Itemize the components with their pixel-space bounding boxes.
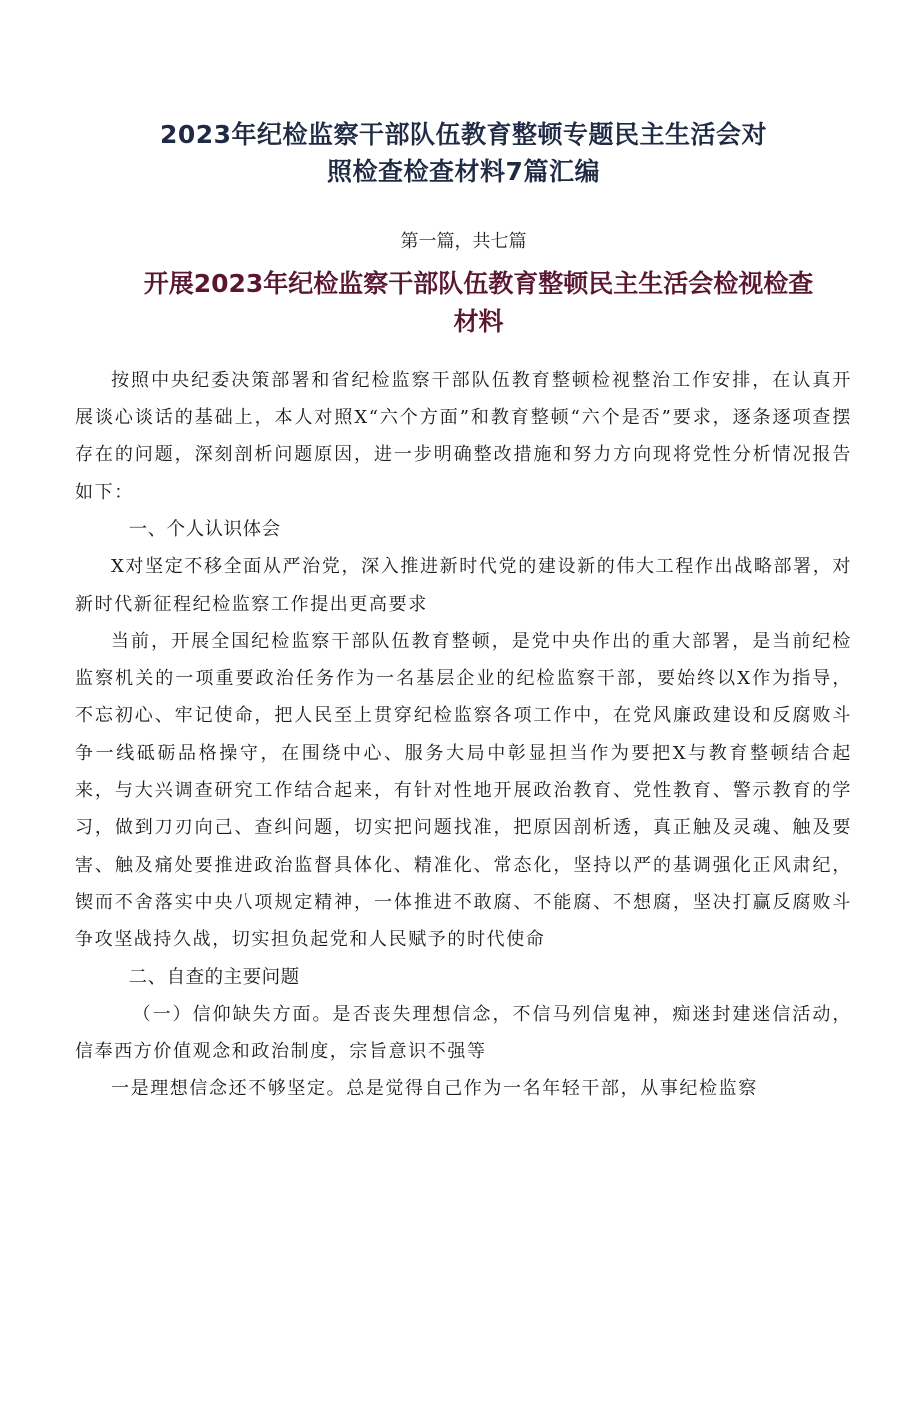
part-title <box>75 265 852 341</box>
document-title <box>75 116 852 190</box>
document-body <box>75 362 852 1108</box>
section2-paragraph-1: （一）信仰缺失方面。是否丧失理想信念，不信马列信鬼神，痴迷封建迷信活动，信奉西方价值观念和政治制度，宗旨意识不强等 <box>75 1003 852 1063</box>
document-page <box>0 116 920 1417</box>
intro-paragraph: 按照中央纪委决策部署和省纪检监察干部队伍教育整顿检视整治工作安排，在认真开展谈心谈话的基础上，本人对照X“六个方面”和教育整顿“六个是否”要求，逐条逐项查摆存在的问题，深刻剖析问题原因，进一步明确整改措施和努力方向现将党性分析情况报告如下： <box>75 369 852 503</box>
document-title-line-1: 2023年纪检监察干部队伍教育整顿专题民主生活会对 <box>159 120 768 149</box>
part-title-line-1: 开展2023年纪检监察干部队伍教育整顿民主生活会检视检查 <box>143 269 814 298</box>
document-title-line-2: 照检查检查材料7篇汇编 <box>327 157 600 186</box>
section-heading-1: 一、个人认识体会 <box>128 518 281 540</box>
part-label: 第一篇，共七篇 <box>400 231 527 252</box>
section1-paragraph-2: 当前，开展全国纪检监察干部队伍教育整顿，是党中央作出的重大部署，是当前纪检监察机关的一项重要政治任务作为一名基层企业的纪检监察干部，要始终以X作为指导，不忘初心、牢记使命，把人民至上贯穿纪检监察各项工作中，在党风廉政建设和反腐败斗争一线砥砺品格操守，在围绕中心、服务大局中彰显担当作为要把X与教育整顿结合起来，与大兴调查研究工作结合起来，有针对性地开展政治教育、党性教育、警示教育的学习，做到刀刃向己、查纠问题，切实把问题找准，把原因剖析透，真正触及灵魂、触及要害、触及痛处要推进政治监督具体化、精准化、常态化，坚持以严的基调强化正风肃纪，锲而不舍落实中央八项规定精神，一体推进不敢腐、不能腐、不想腐，坚决打赢反腐败斗争攻坚战持久战，切实担负起党和人民赋予的时代使命 <box>75 630 852 951</box>
section2-paragraph-2: 一是理想信念还不够坚定。总是觉得自己作为一名年轻干部，从事纪检监察 <box>111 1078 758 1100</box>
part-title-line-2: 材料 <box>453 307 504 336</box>
section-heading-2: 二、自查的主要问题 <box>128 966 300 988</box>
section1-paragraph-1: X对坚定不移全面从严治党，深入推进新时代党的建设新的伟大工程作出战略部署，对新时代新征程纪检监察工作提出更高要求 <box>75 556 852 615</box>
